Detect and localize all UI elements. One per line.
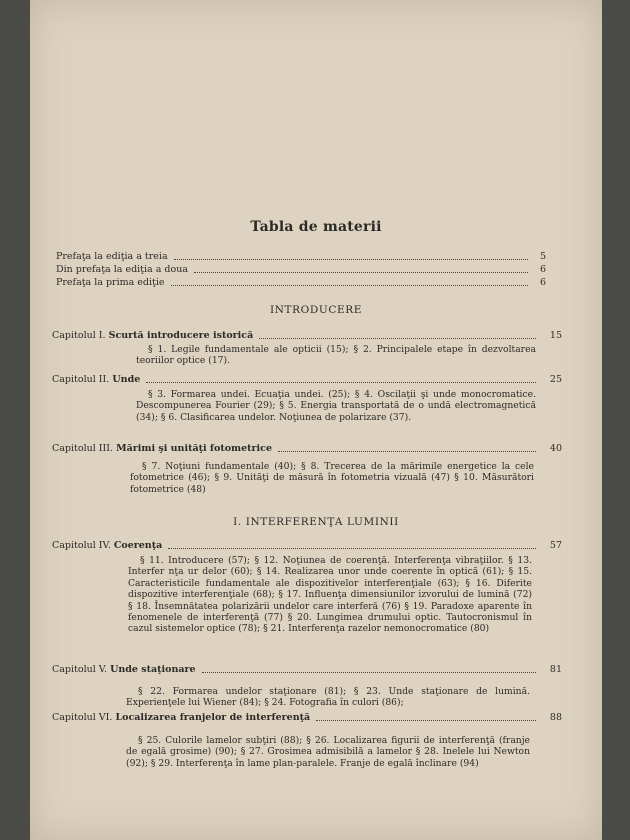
chapter-heading <box>52 664 562 676</box>
chapter-heading <box>52 540 562 552</box>
chapter-heading <box>52 712 562 724</box>
chapter-label: Capitolul VI. <box>52 712 113 723</box>
chapter-page: 40 <box>549 443 562 454</box>
chapter-contents: § 1. Legile fundamentale ale opticii (15); § 2. Principalele etape în dezvoltarea teoriilor optice (17). <box>136 344 536 367</box>
chapter-page: 88 <box>549 712 562 723</box>
chapter-title: Unde <box>112 374 141 385</box>
chapter-title: Localizarea franjelor de interferenţă <box>115 712 311 723</box>
chapter-contents: § 3. Formarea undei. Ecuaţia undei. (25); § 4. Oscilaţii şi unde monocromatice. Descompunerea Fourier (29); § 5. Energia transportată de o undă electromagnetică (34); § 6. Clasificarea undelor. Noţiunea de polarizare (37). <box>136 389 536 423</box>
chapter-heading <box>52 330 562 342</box>
chapter-label: Capitolul V. <box>52 664 108 675</box>
leader-dots <box>278 443 536 452</box>
leader-dots <box>171 277 528 286</box>
entry-title: Prefaţa la ediţia a treia <box>56 251 168 262</box>
entry-title: Din prefaţa la ediţia a doua <box>56 264 188 275</box>
chapter-heading <box>52 443 562 455</box>
chapter-contents: § 22. Formarea undelor staţionare (81); § 23. Unde staţionare de lumină. Experienţele lui Wiener (84); § 24. Fotografia în culori (86); <box>126 686 530 709</box>
leader-dots <box>194 264 528 273</box>
chapter-title: Mărimi şi unităţi fotometrice <box>116 443 272 454</box>
preface-entry-2 <box>56 264 546 276</box>
chapter-title: Scurtă introducere istorică <box>108 330 254 341</box>
chapter-title: Coerenţa <box>113 540 163 551</box>
leader-dots <box>146 374 536 383</box>
entry-page: 5 <box>539 251 546 262</box>
chapter-contents: § 11. Introducere (57); § 12. Noţiunea de coerenţă. Interferenţa vibraţiilor. § 13. Interfer nţa ur delor (60); § 14. Realizarea unor unde coerente în optică (61); § 15. Caracteristicile fundamentale ale dispozitivelor interferenţiale (63); § 16. Diferite dispozitive interferenţiale (68); § 17. Influenţa dimensiunilor izvorului de lumină (72) § 18. Însemnătatea polarizării undelor care interferă (76) § 19. Paradoxe aparente în fenomenele de interferenţă (77) § 20. Lungimea drumului optic. Tautocronismul în cazul sistemelor optice (78); § 21. Interferenţa razelor nemonocromatice (80) <box>128 555 532 635</box>
leader-dots <box>168 540 536 549</box>
chapter-contents: § 7. Noţiuni fundamentale (40); § 8. Trecerea de la mărimile energetice la cele fotometrice (46); § 9. Unităţi de măsură în fotometria vizuală (47) § 10. Măsurători fotometrice (48) <box>130 461 534 495</box>
chapter-page: 57 <box>549 540 562 551</box>
chapter-label: Capitolul I. <box>52 330 106 341</box>
book-page <box>30 0 602 840</box>
chapter-label: Capitolul III. <box>52 443 114 454</box>
chapter-label: Capitolul IV. <box>52 540 111 551</box>
chapter-heading <box>52 374 562 386</box>
chapter-page: 15 <box>549 330 562 341</box>
chapter-contents: § 25. Culorile lamelor subţiri (88); § 26. Localizarea figurii de interferenţă (franje de egală grosime) (90); § 27. Grosimea admisibilă a lamelor § 28. Inelele lui Newton (92); § 29. Interferenţa în lame plan-paralele. Franje de egală înclinare (94) <box>126 735 530 769</box>
leader-dots <box>316 712 536 721</box>
entry-page: 6 <box>539 277 546 288</box>
leader-dots <box>202 664 536 673</box>
leader-dots <box>259 330 536 339</box>
preface-entry-3 <box>56 277 546 289</box>
chapter-page: 25 <box>549 374 562 385</box>
page-title: Tabla de materii <box>250 219 382 235</box>
chapter-label: Capitolul II. <box>52 374 110 385</box>
entry-title: Prefaţa la prima ediţie <box>56 277 165 288</box>
section-heading: INTRODUCERE <box>270 304 362 316</box>
leader-dots <box>174 251 528 260</box>
chapter-page: 81 <box>549 664 562 675</box>
preface-entry-1 <box>56 251 546 263</box>
chapter-title: Unde staţionare <box>110 664 196 675</box>
entry-page: 6 <box>539 264 546 275</box>
section-heading: I. INTERFERENŢA LUMINII <box>233 516 399 528</box>
